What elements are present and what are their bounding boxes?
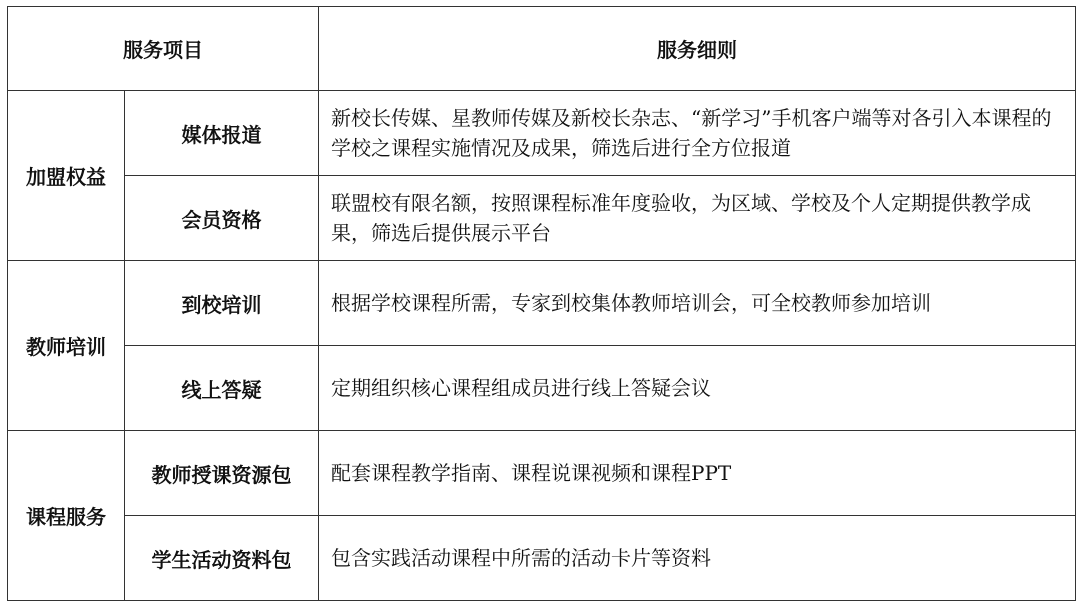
service-item-cell: 媒体报道 bbox=[125, 91, 319, 176]
table-row bbox=[8, 91, 1076, 176]
service-item-cell: 会员资格 bbox=[125, 176, 319, 261]
service-item-cell: 到校培训 bbox=[125, 261, 319, 346]
service-detail-cell: 根据学校课程所需，专家到校集体教师培训会，可全校教师参加培训 bbox=[319, 261, 1076, 346]
service-table bbox=[7, 6, 1076, 601]
table-row bbox=[8, 516, 1076, 601]
header-service-item: 服务项目 bbox=[8, 7, 319, 91]
service-item-cell: 学生活动资料包 bbox=[125, 516, 319, 601]
service-detail-cell: 联盟校有限名额，按照课程标准年度验收，为区域、学校及个人定期提供教学成果，筛选后提供展示平台 bbox=[319, 176, 1076, 261]
service-detail-cell: 定期组织核心课程组成员进行线上答疑会议 bbox=[319, 346, 1076, 431]
service-detail-cell: 配套课程教学指南、课程说课视频和课程PPT bbox=[319, 431, 1076, 516]
table-row bbox=[8, 346, 1076, 431]
header-row bbox=[8, 7, 1076, 91]
table-row bbox=[8, 176, 1076, 261]
category-cell: 教师培训 bbox=[8, 261, 125, 431]
category-cell: 加盟权益 bbox=[8, 91, 125, 261]
service-detail-cell: 新校长传媒、星教师传媒及新校长杂志、“新学习”手机客户端等对各引入本课程的学校之课程实施情况及成果，筛选后进行全方位报道 bbox=[319, 91, 1076, 176]
category-cell: 课程服务 bbox=[8, 431, 125, 601]
table-row bbox=[8, 431, 1076, 516]
table-row bbox=[8, 261, 1076, 346]
service-item-cell: 线上答疑 bbox=[125, 346, 319, 431]
header-service-detail: 服务细则 bbox=[319, 7, 1076, 91]
service-detail-cell: 包含实践活动课程中所需的活动卡片等资料 bbox=[319, 516, 1076, 601]
service-item-cell: 教师授课资源包 bbox=[125, 431, 319, 516]
